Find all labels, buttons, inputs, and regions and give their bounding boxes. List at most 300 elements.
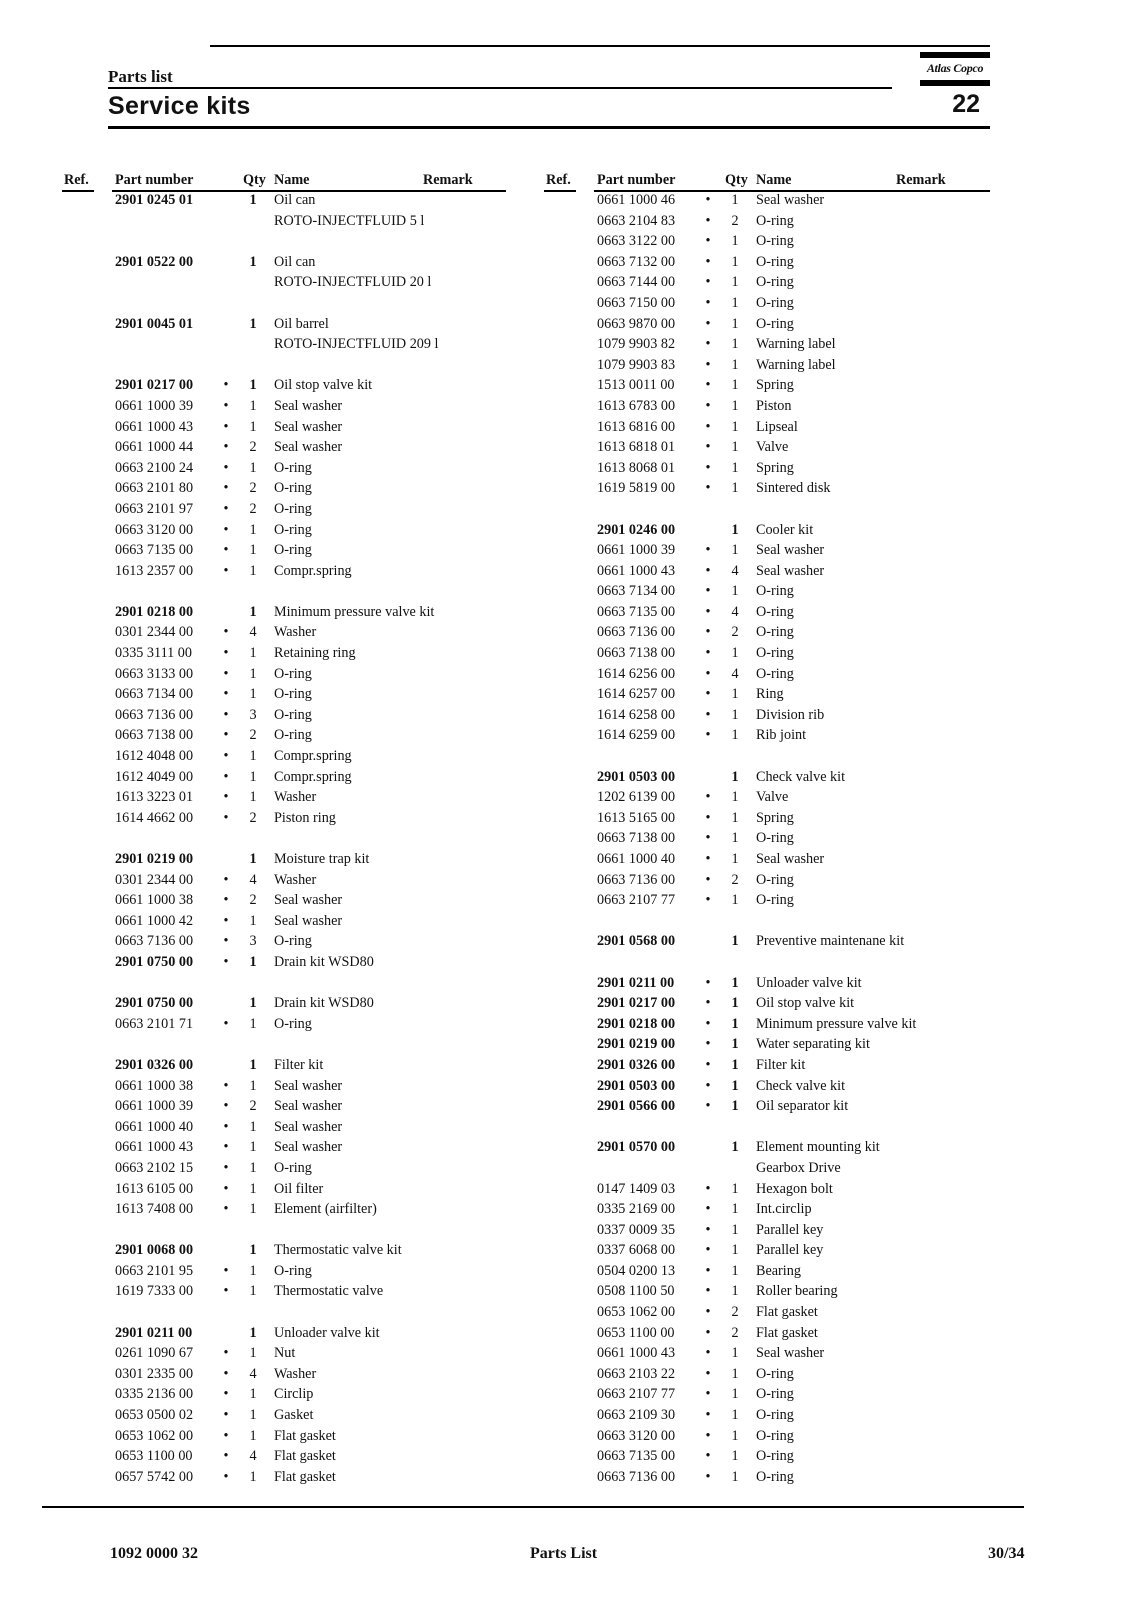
- table-row: [0, 398, 1000, 419]
- item-name: O-ring: [756, 212, 794, 229]
- quantity: 1: [249, 789, 257, 806]
- header-remark: Remark: [423, 172, 473, 188]
- part-number: 0653 1100 00: [597, 1324, 675, 1341]
- quantity: 1: [731, 686, 739, 703]
- quantity: 1: [249, 1139, 257, 1156]
- item-name: Spring: [756, 809, 794, 826]
- item-name: Cooler kit: [756, 521, 814, 538]
- part-number: 2901 0217 00: [597, 995, 676, 1012]
- part-number: 0335 2169 00: [597, 1201, 676, 1218]
- table-row: [0, 377, 1000, 398]
- quantity: 1: [731, 192, 739, 208]
- kit-marker: •: [705, 830, 711, 847]
- item-name: O-ring: [756, 1407, 794, 1424]
- item-name: Flat gasket: [756, 1324, 818, 1341]
- part-number: 2901 0245 01: [115, 192, 194, 208]
- item-name: Oil filter: [274, 1180, 324, 1197]
- item-name: Thermostatic valve kit: [274, 1242, 402, 1259]
- item-name: O-ring: [274, 1262, 312, 1279]
- quantity: 1: [731, 418, 739, 435]
- quantity: 1: [249, 1118, 257, 1135]
- table-row: [0, 1283, 1000, 1304]
- part-number: 0661 1000 39: [115, 397, 194, 414]
- part-number: 2901 0522 00: [115, 253, 194, 270]
- kit-marker: •: [705, 624, 711, 641]
- kit-marker: •: [705, 1201, 711, 1218]
- part-number: 0335 3111 00: [115, 645, 192, 662]
- table-row: [0, 954, 1000, 975]
- quantity: 1: [249, 192, 257, 208]
- part-number: 0663 3120 00: [115, 521, 194, 538]
- kit-marker: •: [705, 1098, 711, 1115]
- quantity: 1: [249, 645, 257, 662]
- quantity: 1: [731, 583, 739, 600]
- kit-marker: •: [223, 768, 229, 785]
- table-row: [0, 933, 1000, 954]
- part-number: 0663 7136 00: [115, 933, 194, 950]
- part-number: 0663 2100 24: [115, 459, 194, 476]
- item-name: O-ring: [274, 933, 312, 950]
- part-number: 0508 1100 50: [597, 1283, 675, 1300]
- kit-marker: •: [223, 1077, 229, 1094]
- kit-marker: •: [705, 1386, 711, 1403]
- quantity: 1: [731, 1201, 739, 1218]
- item-name: Oil stop valve kit: [756, 995, 855, 1012]
- part-number: 2901 0219 00: [115, 851, 194, 867]
- kit-marker: •: [705, 233, 711, 250]
- item-name: Valve: [756, 789, 789, 806]
- item-name: Seal washer: [756, 192, 825, 208]
- item-name: Washer: [274, 1365, 317, 1382]
- quantity: 1: [731, 706, 739, 723]
- kit-marker: •: [223, 562, 229, 579]
- part-number: 0663 3133 00: [115, 665, 194, 682]
- item-name: Check valve kit: [756, 1077, 846, 1094]
- kit-marker: •: [223, 686, 229, 703]
- kit-marker: •: [705, 397, 711, 414]
- quantity: 1: [731, 1077, 739, 1094]
- item-name: Oil stop valve kit: [274, 377, 373, 394]
- item-name: Seal washer: [756, 542, 825, 559]
- quantity: 1: [731, 315, 739, 332]
- part-number: 1614 6259 00: [597, 727, 676, 744]
- quantity: 1: [249, 1407, 257, 1424]
- kit-marker: •: [223, 1262, 229, 1279]
- part-number: 1202 6139 00: [597, 789, 676, 806]
- part-number: 2901 0218 00: [597, 1015, 676, 1032]
- part-number: 0663 2101 95: [115, 1262, 194, 1279]
- kit-marker: •: [223, 1098, 229, 1115]
- quantity: 1: [731, 1036, 739, 1053]
- quantity: 4: [249, 624, 257, 641]
- kit-marker: •: [223, 1427, 229, 1444]
- part-number: 1613 6105 00: [115, 1180, 194, 1197]
- item-name: Seal washer: [274, 1118, 343, 1135]
- part-number: 0663 3122 00: [597, 233, 676, 250]
- item-name: O-ring: [756, 1427, 794, 1444]
- quantity: 1: [249, 768, 257, 785]
- item-name: Int.circlip: [756, 1201, 812, 1218]
- section-label: Parts list: [108, 67, 173, 86]
- item-name: Ring: [756, 686, 784, 703]
- kit-marker: •: [705, 1468, 711, 1485]
- part-number: 2901 0326 00: [115, 1056, 194, 1073]
- item-name: O-ring: [756, 624, 794, 641]
- part-number: 2901 0068 00: [115, 1242, 194, 1259]
- kit-marker: •: [705, 562, 711, 579]
- item-name: Seal washer: [274, 1139, 343, 1156]
- quantity: 1: [249, 562, 257, 579]
- item-name: O-ring: [756, 645, 794, 662]
- kit-marker: •: [223, 933, 229, 950]
- quantity: 1: [731, 1386, 739, 1403]
- item-name: O-ring: [756, 603, 794, 620]
- kit-marker: •: [705, 851, 711, 867]
- quantity: 1: [249, 1468, 257, 1485]
- item-name: Warning label: [756, 336, 836, 353]
- kit-marker: •: [223, 727, 229, 744]
- item-name: Seal washer: [756, 562, 825, 579]
- item-name: O-ring: [756, 871, 794, 888]
- part-number: 0147 1409 03: [597, 1180, 676, 1197]
- part-number: 0261 1090 67: [115, 1345, 194, 1362]
- part-number: 1613 6783 00: [597, 397, 676, 414]
- kit-marker: •: [223, 1283, 229, 1300]
- quantity: 1: [731, 892, 739, 909]
- kit-marker: •: [705, 192, 711, 208]
- quantity: 1: [731, 397, 739, 414]
- quantity: 2: [249, 892, 257, 909]
- kit-marker: •: [705, 583, 711, 600]
- kit-marker: •: [705, 603, 711, 620]
- item-name: Drain kit WSD80: [274, 995, 374, 1012]
- quantity: 1: [731, 1242, 739, 1259]
- part-number: 0657 5742 00: [115, 1468, 194, 1485]
- quantity: 1: [249, 1324, 257, 1341]
- item-name: Moisture trap kit: [274, 851, 370, 867]
- quantity: 1: [731, 727, 739, 744]
- item-name: O-ring: [756, 315, 794, 332]
- quantity: 3: [249, 706, 257, 723]
- part-number: 0661 1000 39: [597, 542, 676, 559]
- kit-marker: •: [223, 1345, 229, 1362]
- quantity: 1: [731, 1015, 739, 1032]
- part-number: 0663 2107 77: [597, 892, 676, 909]
- item-name: O-ring: [756, 1365, 794, 1382]
- quantity: 1: [249, 418, 257, 435]
- item-name: Seal washer: [274, 1077, 343, 1094]
- quantity: 1: [731, 1221, 739, 1238]
- item-name: Flat gasket: [274, 1427, 336, 1444]
- kit-marker: •: [223, 397, 229, 414]
- quantity: 1: [249, 315, 257, 332]
- page-number: 22: [952, 90, 980, 118]
- quantity: 2: [731, 1324, 739, 1341]
- kit-marker: •: [223, 645, 229, 662]
- table-row: [0, 727, 1000, 748]
- page-title: Service kits: [108, 92, 251, 120]
- kit-marker: •: [705, 253, 711, 270]
- kit-marker: •: [705, 871, 711, 888]
- quantity: 1: [731, 1056, 739, 1073]
- table-row: [0, 1407, 1000, 1428]
- table-row: [0, 830, 1000, 851]
- quantity: 1: [249, 1201, 257, 1218]
- kit-marker: •: [705, 1077, 711, 1094]
- part-number: 0337 6068 00: [597, 1242, 676, 1259]
- section-rule: [108, 87, 892, 89]
- quantity: 1: [249, 397, 257, 414]
- part-number: 2901 0503 00: [597, 768, 676, 785]
- kit-marker: •: [705, 459, 711, 476]
- item-name: Division rib: [756, 706, 825, 723]
- quantity: 2: [249, 480, 257, 497]
- part-number: 0335 2136 00: [115, 1386, 194, 1403]
- item-name: Parallel key: [756, 1242, 824, 1259]
- part-number: 0653 1062 00: [597, 1304, 676, 1321]
- part-number: 0663 7136 00: [597, 1468, 676, 1485]
- kit-marker: •: [705, 315, 711, 332]
- table-row: [0, 666, 1000, 687]
- item-name: O-ring: [756, 1448, 794, 1465]
- part-number: 1513 0011 00: [597, 377, 675, 394]
- quantity: 1: [731, 1407, 739, 1424]
- kit-marker: •: [705, 1345, 711, 1362]
- part-number: 0663 7138 00: [115, 727, 194, 744]
- table-row: [0, 522, 1000, 543]
- kit-marker: •: [223, 1448, 229, 1465]
- part-number: 1079 9903 82: [597, 336, 676, 353]
- part-number: 0301 2344 00: [115, 624, 194, 641]
- kit-marker: •: [223, 1118, 229, 1135]
- part-number: 0301 2335 00: [115, 1365, 194, 1382]
- item-name: Bearing: [756, 1262, 801, 1279]
- part-number: 2901 0045 01: [115, 315, 194, 332]
- part-number: 0663 7138 00: [597, 830, 676, 847]
- item-name: Compr.spring: [274, 748, 352, 765]
- item-name: Compr.spring: [274, 768, 352, 785]
- part-number: 0661 1000 43: [597, 1345, 676, 1362]
- item-name: O-ring: [274, 686, 312, 703]
- quantity: 2: [731, 1304, 739, 1321]
- quantity: 1: [731, 1139, 739, 1156]
- table-row: [0, 707, 1000, 728]
- quantity: 1: [731, 274, 739, 291]
- quantity: 2: [249, 809, 257, 826]
- table-row: [0, 1098, 1000, 1119]
- quantity: 1: [731, 789, 739, 806]
- quantity: 1: [731, 768, 739, 785]
- item-name: O-ring: [274, 500, 312, 517]
- quantity: 1: [249, 1345, 257, 1362]
- table-row: [0, 686, 1000, 707]
- quantity: 1: [731, 830, 739, 847]
- table-row: [0, 563, 1000, 584]
- part-number: 0663 3120 00: [597, 1427, 676, 1444]
- table-row: [0, 1448, 1000, 1469]
- kit-marker: •: [705, 480, 711, 497]
- table-row: [0, 1263, 1000, 1284]
- item-name: Circlip: [274, 1386, 314, 1403]
- kit-marker: •: [223, 665, 229, 682]
- item-name: Parallel key: [756, 1221, 824, 1238]
- part-number: 2901 0750 00: [115, 995, 194, 1012]
- quantity: 1: [731, 521, 739, 538]
- item-name: ROTO-INJECTFLUID 209 l: [274, 336, 439, 353]
- item-name: Gearbox Drive: [756, 1159, 841, 1176]
- quantity: 4: [249, 1365, 257, 1382]
- logo-bar-top: [920, 52, 990, 58]
- part-number: 1614 4662 00: [115, 809, 194, 826]
- part-number: 2901 0219 00: [597, 1036, 676, 1053]
- item-name: O-ring: [274, 727, 312, 744]
- kit-marker: •: [705, 1262, 711, 1279]
- part-number: 0663 7138 00: [597, 645, 676, 662]
- parts-list-right: [0, 192, 1000, 1489]
- item-name: Warning label: [756, 356, 836, 373]
- part-number: 1613 3223 01: [115, 789, 194, 806]
- table-row: [0, 1325, 1000, 1346]
- header-qty: Qty: [243, 172, 266, 188]
- table-row: [0, 1139, 1000, 1160]
- table-row: [0, 357, 1000, 378]
- part-number: 1613 6818 01: [597, 439, 676, 456]
- kit-marker: •: [223, 521, 229, 538]
- kit-marker: •: [705, 892, 711, 909]
- item-name: Flat gasket: [274, 1448, 336, 1465]
- part-number: 0663 7135 00: [115, 542, 194, 559]
- table-row: [0, 501, 1000, 522]
- kit-marker: •: [705, 665, 711, 682]
- quantity: 1: [249, 1427, 257, 1444]
- quantity: 1: [731, 1262, 739, 1279]
- table-row: [0, 460, 1000, 481]
- table-row: [0, 1345, 1000, 1366]
- quantity: 1: [249, 1262, 257, 1279]
- quantity: 1: [249, 1283, 257, 1300]
- item-name: O-ring: [756, 583, 794, 600]
- quantity: 1: [731, 1180, 739, 1197]
- quantity: 1: [731, 1098, 739, 1115]
- kit-marker: •: [223, 418, 229, 435]
- item-name: Valve: [756, 439, 789, 456]
- kit-marker: •: [223, 1365, 229, 1382]
- part-number: 2901 0566 00: [597, 1098, 676, 1115]
- item-name: Element mounting kit: [756, 1139, 880, 1156]
- quantity: 1: [731, 336, 739, 353]
- part-number: 0661 1000 43: [597, 562, 676, 579]
- kit-marker: •: [705, 1324, 711, 1341]
- part-number: 0663 7134 00: [115, 686, 194, 703]
- kit-marker: •: [705, 1180, 711, 1197]
- parts-column-right: [0, 172, 1000, 1489]
- table-row: [0, 1222, 1000, 1243]
- quantity: 1: [249, 953, 257, 970]
- header-ref: Ref.: [546, 172, 571, 188]
- quantity: 1: [731, 377, 739, 394]
- item-name: Hexagon bolt: [756, 1180, 833, 1197]
- part-number: 0661 1000 42: [115, 912, 194, 929]
- table-row: [0, 295, 1000, 316]
- quantity: 1: [731, 542, 739, 559]
- part-number: 0663 2109 30: [597, 1407, 676, 1424]
- quantity: 3: [249, 933, 257, 950]
- part-number: 0301 2344 00: [115, 871, 194, 888]
- item-name: Compr.spring: [274, 562, 352, 579]
- kit-marker: •: [705, 212, 711, 229]
- part-number: 0661 1000 39: [115, 1098, 194, 1115]
- kit-marker: •: [223, 1468, 229, 1485]
- item-name: O-ring: [756, 1468, 794, 1485]
- quantity: 2: [249, 1098, 257, 1115]
- atlas-copco-logo: [920, 50, 990, 88]
- item-name: Oil separator kit: [756, 1098, 849, 1115]
- part-number: 1613 5165 00: [597, 809, 676, 826]
- kit-marker: •: [223, 912, 229, 929]
- table-row: [0, 233, 1000, 254]
- header-ref: Ref.: [64, 172, 89, 188]
- kit-marker: •: [223, 789, 229, 806]
- item-name: Drain kit WSD80: [274, 953, 374, 970]
- item-name: Sintered disk: [756, 480, 831, 497]
- table-row: [0, 975, 1000, 996]
- item-name: Nut: [274, 1345, 296, 1362]
- kit-marker: •: [705, 356, 711, 373]
- item-name: Filter kit: [756, 1056, 806, 1073]
- item-name: Seal washer: [756, 851, 825, 867]
- part-number: 0663 2101 80: [115, 480, 194, 497]
- part-number: 0663 7135 00: [597, 603, 676, 620]
- quantity: 1: [731, 356, 739, 373]
- quantity: 4: [731, 562, 739, 579]
- kit-marker: •: [705, 1427, 711, 1444]
- quantity: 1: [249, 1242, 257, 1259]
- kit-marker: •: [223, 500, 229, 517]
- kit-marker: •: [705, 336, 711, 353]
- kit-marker: •: [705, 974, 711, 991]
- kit-marker: •: [705, 439, 711, 456]
- item-name: Preventive maintenane kit: [756, 933, 905, 950]
- quantity: 1: [249, 1159, 257, 1176]
- part-number: 1614 6256 00: [597, 665, 676, 682]
- kit-marker: •: [705, 995, 711, 1012]
- item-name: O-ring: [756, 294, 794, 311]
- quantity: 4: [249, 1448, 257, 1465]
- part-number: 0504 0200 13: [597, 1262, 676, 1279]
- item-name: O-ring: [756, 233, 794, 250]
- part-number: 0653 1062 00: [115, 1427, 194, 1444]
- part-number: 0661 1000 38: [115, 892, 194, 909]
- kit-marker: •: [223, 1386, 229, 1403]
- item-name: Washer: [274, 624, 317, 641]
- quantity: 2: [249, 500, 257, 517]
- footer-rule: [42, 1506, 1024, 1508]
- quantity: 1: [249, 1077, 257, 1094]
- quantity: 1: [249, 851, 257, 867]
- item-name: O-ring: [274, 706, 312, 723]
- kit-marker: •: [705, 1365, 711, 1382]
- item-name: O-ring: [274, 480, 312, 497]
- quantity: 1: [731, 974, 739, 991]
- item-name: Seal washer: [756, 1345, 825, 1362]
- quantity: 2: [249, 439, 257, 456]
- table-row: [0, 1181, 1000, 1202]
- part-number: 0663 2101 71: [115, 1015, 194, 1032]
- kit-marker: •: [223, 809, 229, 826]
- quantity: 1: [249, 377, 257, 394]
- quantity: 1: [731, 233, 739, 250]
- part-number: 0661 1000 38: [115, 1077, 194, 1094]
